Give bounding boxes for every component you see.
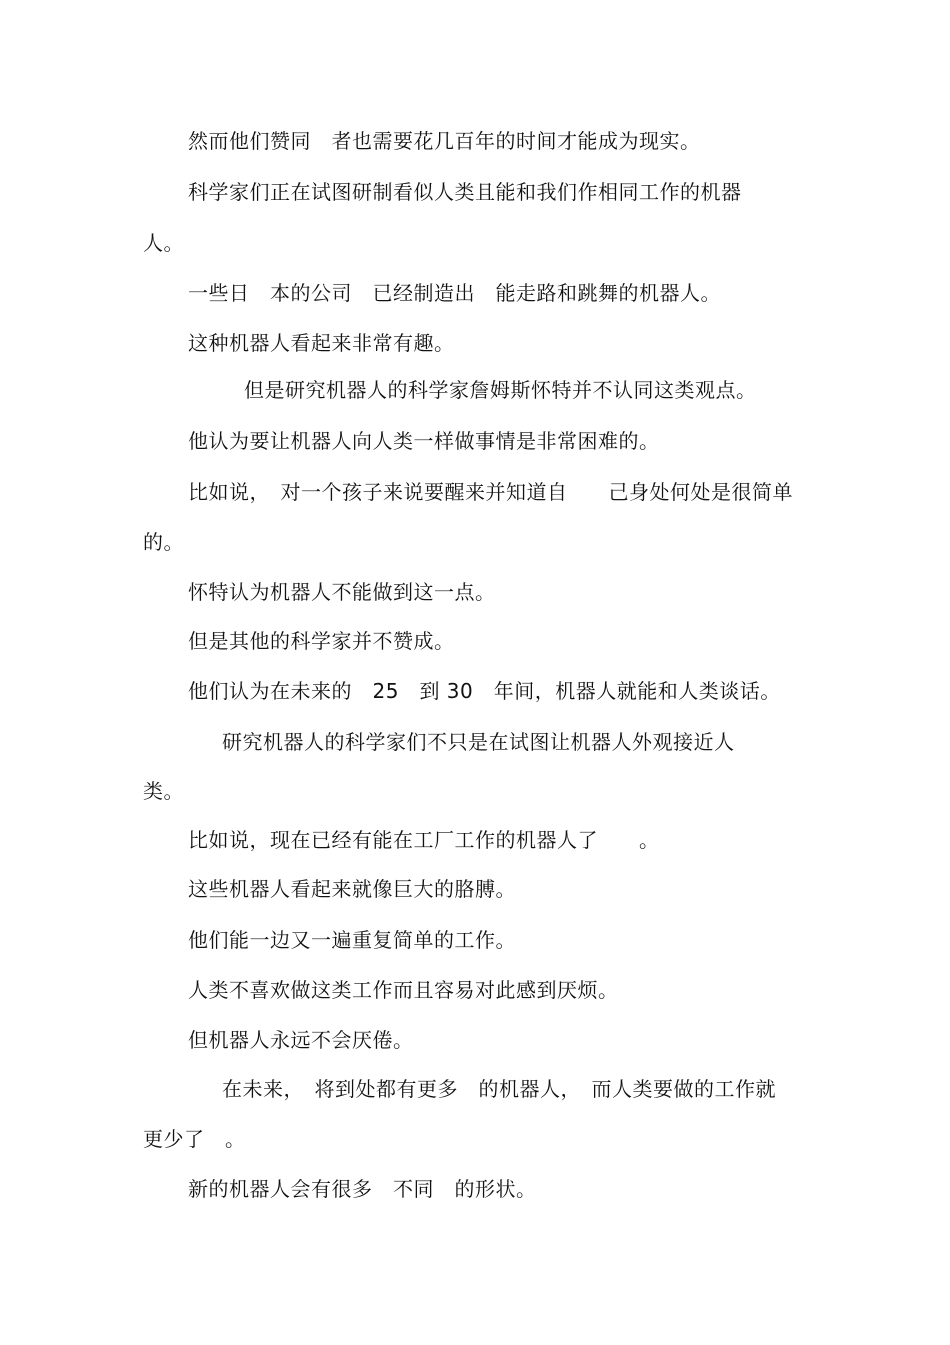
text-line-6: 但是研究机器人的科学家詹姆斯怀特并不认同这类观点。 bbox=[244, 378, 757, 402]
text-line-5: 这种机器人看起来非常有趣。 bbox=[188, 331, 455, 355]
text-line-13: 研究机器人的科学家们不只是在试图让机器人外观接近人 bbox=[222, 730, 735, 754]
text-line-20: 在未来， 将到处都有更多 的机器人， 而人类要做的工作就 bbox=[222, 1077, 776, 1101]
text-line-21: 更少了 。 bbox=[143, 1127, 246, 1151]
text-line-2: 科学家们正在试图研制看似人类且能和我们作相同工作的机器 bbox=[188, 180, 742, 204]
text-line-17: 他们能一边又一遍重复简单的工作。 bbox=[188, 928, 516, 952]
text-line-22: 新的机器人会有很多 不同 的形状。 bbox=[188, 1177, 537, 1201]
text-line-9: 的。 bbox=[143, 530, 184, 554]
text-line-18: 人类不喜欢做这类工作而且容易对此感到厌烦。 bbox=[188, 978, 619, 1002]
text-line-15: 比如说，现在已经有能在工厂工作的机器人了 。 bbox=[188, 828, 660, 852]
text-line-7: 他认为要让机器人向人类一样做事情是非常困难的。 bbox=[188, 429, 660, 453]
text-line-1: 然而他们赞同 者也需要花几百年的时间才能成为现实。 bbox=[188, 129, 701, 153]
text-line-8: 比如说， 对一个孩子来说要醒来并知道自 己身处何处是很简单 bbox=[188, 480, 793, 504]
text-line-11: 但是其他的科学家并不赞成。 bbox=[188, 629, 455, 653]
text-line-10: 怀特认为机器人不能做到这一点。 bbox=[188, 580, 496, 604]
text-line-4: 一些日 本的公司 已经制造出 能走路和跳舞的机器人。 bbox=[188, 281, 721, 305]
text-line-16: 这些机器人看起来就像巨大的胳膊。 bbox=[188, 877, 516, 901]
text-line-3: 人。 bbox=[143, 231, 184, 255]
text-line-14: 类。 bbox=[143, 779, 184, 803]
text-line-12: 他们认为在未来的 25 到 30 年间，机器人就能和人类谈话。 bbox=[188, 679, 781, 703]
text-line-19: 但机器人永远不会厌倦。 bbox=[188, 1028, 414, 1052]
